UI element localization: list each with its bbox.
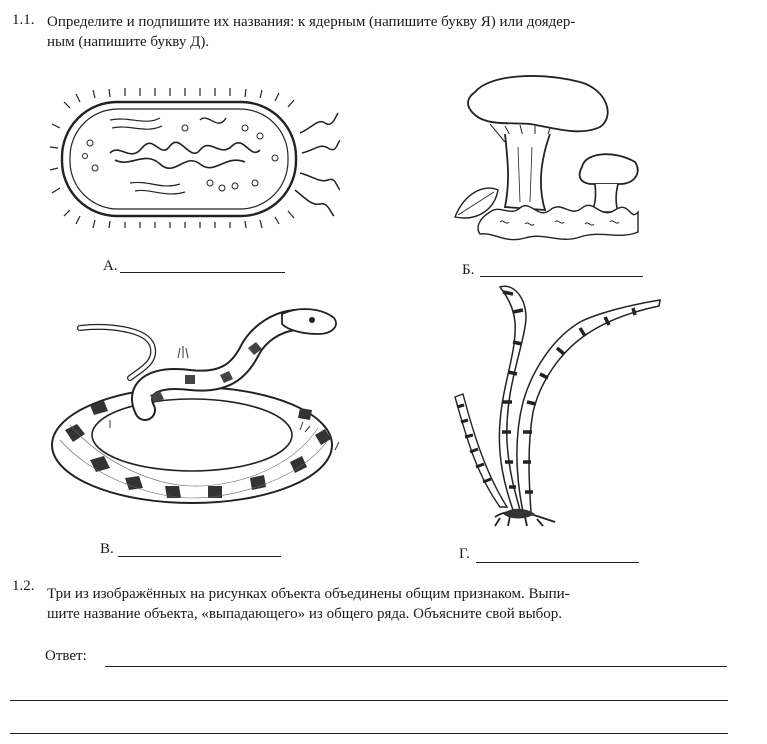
figure-g-answer-line[interactable] <box>476 562 639 563</box>
task-1-2-number: 1.2. <box>12 578 35 594</box>
task-1-1-text-line2: ным (напишите букву Д). <box>47 34 210 50</box>
task-1-2-text-line2: шите название объекта, «выпадающего» из общего ряда. Объясните свой выбор. <box>47 606 563 622</box>
figure-v-label: В. <box>100 541 114 557</box>
task-1-2-text-line1: Три из изображённых на рисунках объекта объединены общим признаком. Выпи- <box>47 586 570 602</box>
figure-v-answer-line[interactable] <box>118 556 281 557</box>
task-1-1-text-line1: Определите и подпишите их названия: к ядерным (напишите букву Я) или доядер- <box>47 14 576 30</box>
figure-b-answer-line[interactable] <box>480 276 643 277</box>
answer-line-3[interactable] <box>10 733 728 734</box>
mushroom-illustration <box>450 72 640 242</box>
figure-b-label: Б. <box>462 262 475 278</box>
answer-line-1[interactable] <box>105 666 727 667</box>
figure-a-answer-line[interactable] <box>120 272 285 273</box>
bacterium-illustration <box>50 88 340 228</box>
snake-illustration <box>50 300 345 510</box>
figure-g-label: Г. <box>459 546 470 562</box>
figure-a-label: А. <box>103 258 118 274</box>
answer-label: Ответ: <box>45 648 87 664</box>
task-1-1-number: 1.1. <box>12 12 35 28</box>
answer-line-2[interactable] <box>10 700 728 701</box>
algae-illustration <box>445 282 665 532</box>
